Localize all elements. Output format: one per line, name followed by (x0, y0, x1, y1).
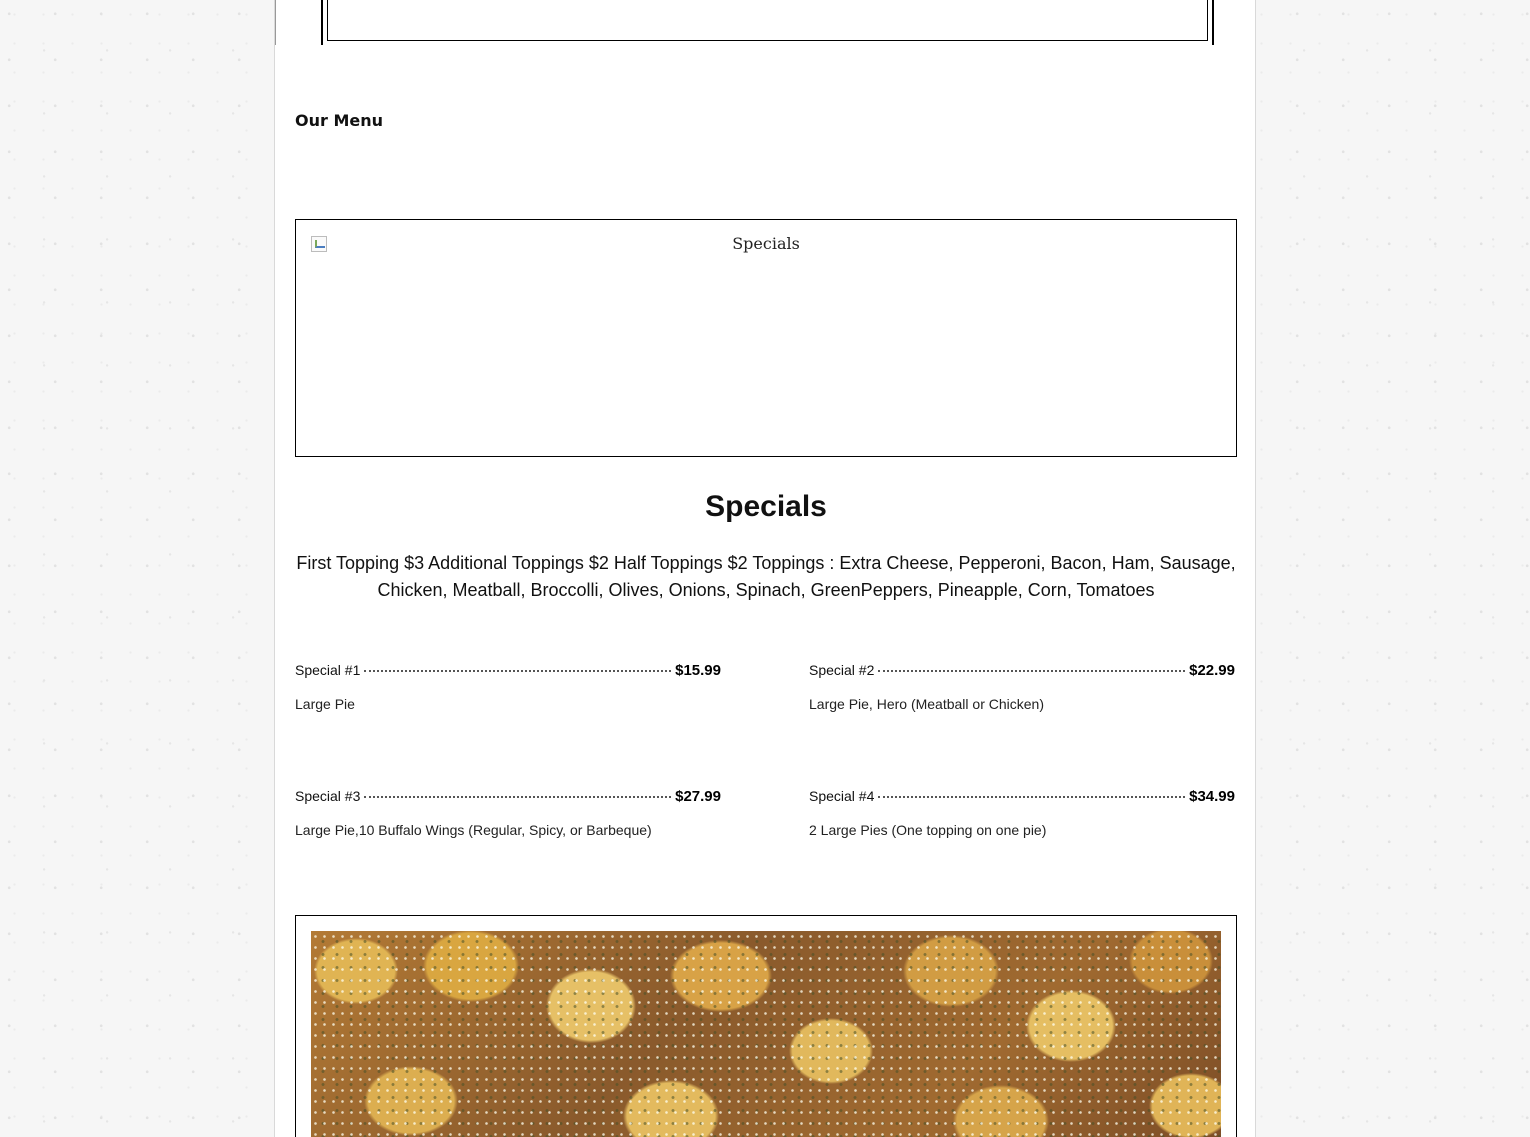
menu-item-name: Special #4 (809, 788, 875, 804)
menu-item-description: Large Pie, Hero (Meatball or Chicken) (809, 696, 1044, 712)
menu-item-name: Special #2 (809, 662, 875, 678)
toppings-description: First Topping $3 Additional Toppings $2 Half Toppings $2 Toppings : Extra Cheese, Pepperoni, Bacon, Ham, Sausage, Chicken, Meatball, Broccolli, Olives, Onions, Spinach, GreenPeppers, Pineapple, Corn, Tomatoes (296, 553, 1236, 600)
menu-item-price: $22.99 (1189, 662, 1235, 679)
menu-item-description: Large Pie,10 Buffalo Wings (Regular, Spicy, or Barbeque) (295, 822, 652, 838)
top-frame (321, 0, 1214, 45)
dotted-leader (364, 796, 671, 798)
top-frame-inner (327, 0, 1208, 41)
section-title: Our Menu (295, 111, 384, 130)
menu-item-row (295, 662, 721, 684)
garlic-knots-photo (311, 931, 1221, 1137)
menu-item-description: 2 Large Pies (One topping on one pie) (809, 822, 1047, 838)
specials-heading: Specials (705, 490, 827, 523)
divider (275, 0, 276, 45)
menu-item-special-4 (809, 788, 1235, 838)
menu-item-description: Large Pie (295, 696, 355, 712)
menu-item-special-1 (295, 662, 721, 712)
menu-item-name: Special #3 (295, 788, 361, 804)
menu-item-row (809, 662, 1235, 684)
page-content (274, 0, 1256, 1137)
menu-item-price: $34.99 (1189, 788, 1235, 805)
specials-image-alt: Specials (732, 234, 800, 253)
food-photo-frame (295, 915, 1237, 1137)
dotted-leader (878, 670, 1185, 672)
menu-item-price: $15.99 (675, 662, 721, 679)
menu-item-price: $27.99 (675, 788, 721, 805)
specials-image-frame (295, 219, 1237, 457)
menu-item-special-3 (295, 788, 721, 838)
menu-item-name: Special #1 (295, 662, 361, 678)
menu-item-special-2 (809, 662, 1235, 712)
menu-item-row (295, 788, 721, 810)
dotted-leader (364, 670, 671, 672)
menu-item-row (809, 788, 1235, 810)
dotted-leader (878, 796, 1185, 798)
